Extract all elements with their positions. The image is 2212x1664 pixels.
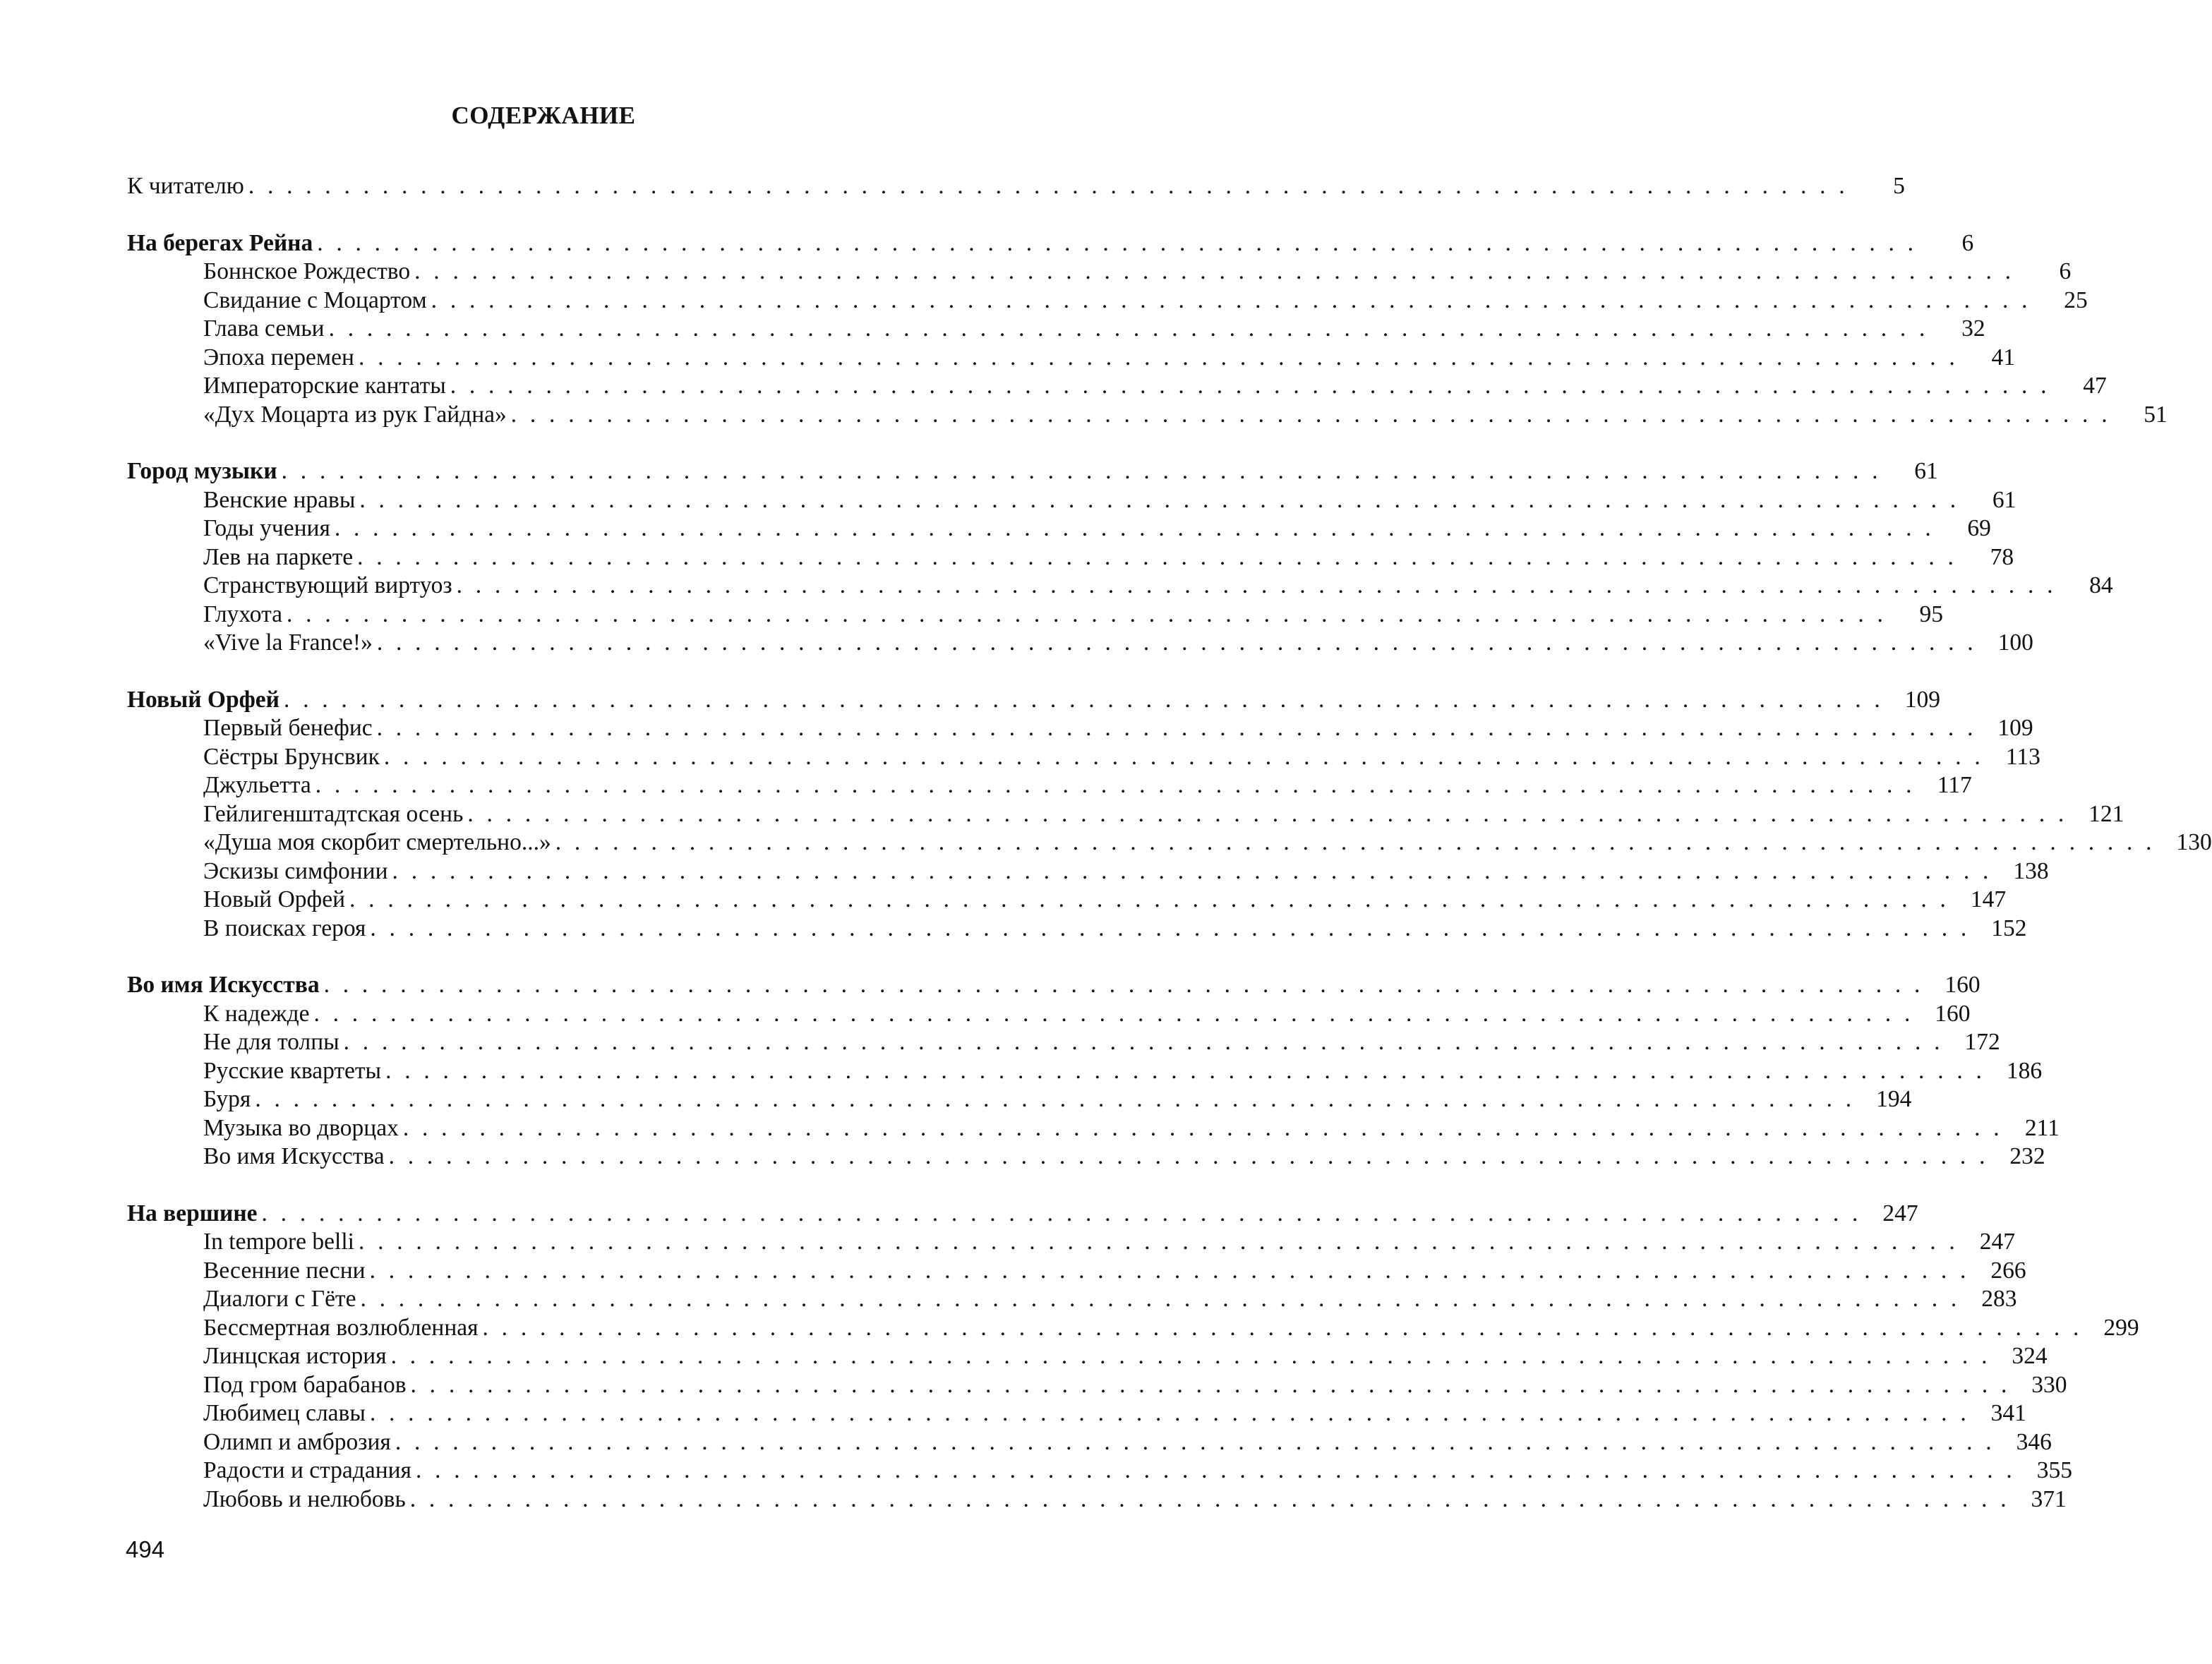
dot-leader: . . . . . . . . . . . . . . . . . . . . . . . . . . . . . . . . . . . . . . . . . . . . . . . . . . . . . . . . . . . . . . . . . . . . . . . . . . . . . . . . . . . . xyxy=(334,515,1935,541)
page-reference: 95 xyxy=(1919,601,1944,627)
dot-leader: . . . . . . . . . . . . . . . . . . . . . . . . . . . . . . . . . . . . . . . . . . . . . . . . . . . . . . . . . . . . . . . . . . . . . . . . . . . . . . . . . . . . xyxy=(369,1400,1970,1426)
toc-chapter-entry xyxy=(127,915,2027,943)
dot-leader: . . . . . . . . . . . . . . . . . . . . . . . . . . . . . . . . . . . . . . . . . . . . . . . . . . . . . . . . . . . . . . . . . . . . . . . . . . . . . . . . . . . . xyxy=(287,601,1887,627)
toc-chapter-entry xyxy=(127,1000,1971,1029)
page-reference: 232 xyxy=(2009,1143,2045,1169)
toc-chapter-entry xyxy=(127,287,2088,315)
page-reference: 355 xyxy=(2036,1457,2072,1483)
toc-chapter-entry xyxy=(127,1371,2067,1400)
page-reference: 61 xyxy=(1914,458,1938,484)
toc-chapter-entry xyxy=(127,714,2033,743)
dot-leader: . . . . . . . . . . . . . . . . . . . . . . . . . . . . . . . . . . . . . . . . . . . . . . . . . . . . . . . . . . . . . . . . . . . . . . . . . . . . . . . . . . . . xyxy=(317,229,1918,256)
page-reference: 6 xyxy=(1961,229,1974,256)
part-title: Город музыки xyxy=(127,458,277,484)
part-title: На берегах Рейна xyxy=(127,229,313,256)
page-reference: 25 xyxy=(2064,287,2088,313)
toc-chapter-entry xyxy=(127,401,2168,430)
chapter-title: In tempore belli xyxy=(203,1229,354,1255)
dot-leader: . . . . . . . . . . . . . . . . . . . . . . . . . . . . . . . . . . . . . . . . . . . . . . . . . . . . . . . . . . . . . . . . . . . . . . . . . . . . . . . . . . . . xyxy=(456,572,2057,598)
chapter-title: «Vive la France!» xyxy=(203,629,373,656)
part-title: Во имя Искусства xyxy=(127,972,320,998)
toc-chapter-entry xyxy=(127,828,2212,857)
toc-chapter-entry xyxy=(127,1228,2015,1257)
chapter-title: Любимец славы xyxy=(203,1400,366,1426)
page-reference: 147 xyxy=(1970,886,2007,912)
dot-leader: . . . . . . . . . . . . . . . . . . . . . . . . . . . . . . . . . . . . . . . . . . . . . . . . . . . . . . . . . . . . . . . . . . . . . . . . . . . . . . . . . . . . xyxy=(482,1314,2083,1341)
page-reference: 41 xyxy=(1991,344,2015,370)
chapter-title: Во имя Искусства xyxy=(203,1143,385,1169)
dot-leader: . . . . . . . . . . . . . . . . . . . . . . . . . . . . . . . . . . . . . . . . . . . . . . . . . . . . . . . . . . . . . . . . . . . . . . . . . . . . . . . . . . . . xyxy=(414,258,2015,284)
toc-chapter-entry xyxy=(127,1485,2067,1514)
dot-leader: . . . . . . . . . . . . . . . . . . . . . . . . . . . . . . . . . . . . . . . . . . . . . . . . . . . . . . . . . . . . . . . . . . . . . . . . . . . . . . . . . . . . xyxy=(450,373,2050,399)
chapter-title: Венские нравы xyxy=(203,486,356,513)
part-title: Новый Орфей xyxy=(127,686,279,713)
toc-chapter-entry xyxy=(127,1399,2026,1428)
part-title: На вершине xyxy=(127,1200,258,1226)
table-of-contents xyxy=(127,172,2212,1514)
dot-leader: . . . . . . . . . . . . . . . . . . . . . . . . . . . . . . . . . . . . . . . . . . . . . . . . . . . . . . . . . . . . . . . . . . . . . . . . . . . . . . . . . . . . xyxy=(315,772,1916,798)
dot-leader: . . . . . . . . . . . . . . . . . . . . . . . . . . . . . . . . . . . . . . . . . . . . . . . . . . . . . . . . . . . . . . . . . . . . . . . . . . . . . . . . . . . . xyxy=(359,486,1960,513)
page-title: СОДЕРЖАНИЕ xyxy=(451,102,636,129)
toc-chapter-entry xyxy=(127,1342,2048,1371)
dot-leader: . . . . . . . . . . . . . . . . . . . . . . . . . . . . . . . . . . . . . . . . . . . . . . . . . . . . . . . . . . . . . . . . . . . . . . . . . . . . . . . . . . . . xyxy=(360,1286,1961,1312)
toc-part-heading xyxy=(127,172,1905,201)
chapter-title: Глухота xyxy=(203,601,283,627)
page-reference: 211 xyxy=(2024,1114,2060,1141)
toc-part-heading xyxy=(127,229,1974,258)
chapter-title: Сёстры Брунсвик xyxy=(203,743,380,770)
page-reference: 138 xyxy=(2013,857,2049,884)
chapter-title: Боннское Рождество xyxy=(203,258,411,284)
dot-leader: . . . . . . . . . . . . . . . . . . . . . . . . . . . . . . . . . . . . . . . . . . . . . . . . . . . . . . . . . . . . . . . . . . . . . . . . . . . . . . . . . . . . xyxy=(383,743,1984,770)
page-reference: 130 xyxy=(2176,829,2212,855)
toc-part-heading xyxy=(127,686,1940,715)
chapter-title: «Дух Моцарта из рук Гайдна» xyxy=(203,401,507,428)
dot-leader: . . . . . . . . . . . . . . . . . . . . . . . . . . . . . . . . . . . . . . . . . . . . . . . . . . . . . . . . . . . . . . . . . . . . . . . . . . . . . . . . . . . . xyxy=(415,1457,2016,1483)
chapter-title: Годы учения xyxy=(203,515,330,541)
toc-chapter-entry xyxy=(127,771,1972,800)
chapter-title: «Душа моя скорбит смертельно...» xyxy=(203,829,551,855)
toc-chapter-entry xyxy=(127,1257,2026,1286)
dot-leader: . . . . . . . . . . . . . . . . . . . . . . . . . . . . . . . . . . . . . . . . . . . . . . . . . . . . . . . . . . . . . . . . . . . . . . . . . . . . . . . . . . . . xyxy=(328,315,1929,342)
toc-part-heading xyxy=(127,1200,1918,1229)
dot-leader: . . . . . . . . . . . . . . . . . . . . . . . . . . . . . . . . . . . . . . . . . . . . . . . . . . . . . . . . . . . . . . . . . . . . . . . . . . . . . . . . . . . . xyxy=(281,458,1882,484)
page-reference: 109 xyxy=(1904,686,1940,713)
page-reference: 324 xyxy=(2012,1343,2048,1369)
page-reference: 160 xyxy=(1944,972,1980,998)
part-title: К читателю xyxy=(127,173,244,199)
page-reference: 78 xyxy=(1990,543,2014,570)
page-reference: 341 xyxy=(1990,1400,2026,1426)
toc-chapter-entry xyxy=(127,1057,2043,1086)
dot-leader: . . . . . . . . . . . . . . . . . . . . . . . . . . . . . . . . . . . . . . . . . . . . . . . . . . . . . . . . . . . . . . . . . . . . . . . . . . . . . . . . . . . . xyxy=(283,686,1884,713)
page-reference: 160 xyxy=(1935,1000,1971,1027)
dot-leader: . . . . . . . . . . . . . . . . . . . . . . . . . . . . . . . . . . . . . . . . . . . . . . . . . . . . . . . . . . . . . . . . . . . . . . . . . . . . . . . . . . . . xyxy=(385,1057,1986,1084)
dot-leader: . . . . . . . . . . . . . . . . . . . . . . . . . . . . . . . . . . . . . . . . . . . . . . . . . . . . . . . . . . . . . . . . . . . . . . . . . . . . . . . . . . . . xyxy=(555,829,2156,855)
toc-chapter-entry xyxy=(127,1428,2052,1457)
page-reference: 346 xyxy=(2016,1428,2052,1455)
page-reference: 117 xyxy=(1937,772,1972,798)
chapter-title: Русские квартеты xyxy=(203,1057,382,1084)
chapter-title: К надежде xyxy=(203,1000,310,1027)
toc-chapter-entry xyxy=(127,857,2049,886)
dot-leader: . . . . . . . . . . . . . . . . . . . . . . . . . . . . . . . . . . . . . . . . . . . . . . . . . . . . . . . . . . . . . . . . . . . . . . . . . . . . . . . . . . . . xyxy=(370,915,1971,941)
toc-part xyxy=(127,1200,2139,1514)
page-reference: 100 xyxy=(1997,629,2033,656)
page-reference: 109 xyxy=(1997,715,2033,741)
page-reference: 247 xyxy=(1882,1200,1918,1226)
chapter-title: Буря xyxy=(203,1086,251,1112)
chapter-title: Эскизы симфонии xyxy=(203,857,388,884)
chapter-title: Императорские кантаты xyxy=(203,373,446,399)
toc-chapter-entry xyxy=(127,514,1991,543)
toc-part-heading xyxy=(127,457,1938,486)
chapter-title: Весенние песни xyxy=(203,1257,366,1284)
chapter-title: Эпоха перемен xyxy=(203,344,354,370)
chapter-title: Лев на паркете xyxy=(203,543,354,570)
toc-chapter-entry xyxy=(127,1285,2017,1314)
chapter-title: Странствующий виртуоз xyxy=(203,572,452,598)
page-reference: 32 xyxy=(1961,315,1985,342)
chapter-title: Бессмертная возлюбленная xyxy=(203,1314,479,1341)
toc-chapter-entry xyxy=(127,800,2124,829)
toc-part xyxy=(127,457,2113,658)
chapter-title: В поисках героя xyxy=(203,915,366,941)
page-reference: 84 xyxy=(2089,572,2113,598)
toc-chapter-entry xyxy=(127,315,1985,344)
chapter-title: Глава семьи xyxy=(203,315,325,342)
toc-chapter-entry xyxy=(127,743,2040,772)
toc-chapter-entry xyxy=(127,1114,2060,1143)
page-reference: 283 xyxy=(1981,1286,2017,1312)
page-reference: 172 xyxy=(1964,1029,2000,1055)
toc-chapter-entry xyxy=(127,1457,2072,1485)
toc-part xyxy=(127,971,2060,1171)
page-reference: 69 xyxy=(1967,515,1991,541)
toc-chapter-entry xyxy=(127,1028,2000,1057)
chapter-title: Линцская история xyxy=(203,1343,387,1369)
chapter-title: Олимп и амброзия xyxy=(203,1428,391,1455)
dot-leader: . . . . . . . . . . . . . . . . . . . . . . . . . . . . . . . . . . . . . . . . . . . . . . . . . . . . . . . . . . . . . . . . . . . . . . . . . . . . . . . . . . . . xyxy=(349,886,1950,912)
dot-leader: . . . . . . . . . . . . . . . . . . . . . . . . . . . . . . . . . . . . . . . . . . . . . . . . . . . . . . . . . . . . . . . . . . . . . . . . . . . . . . . . . . . . xyxy=(431,287,2031,313)
toc-chapter-entry xyxy=(127,1143,2045,1171)
page-reference: 266 xyxy=(1990,1257,2026,1284)
dot-leader: . . . . . . . . . . . . . . . . . . . . . . . . . . . . . . . . . . . . . . . . . . . . . . . . . . . . . . . . . . . . . . . . . . . . . . . . . . . . . . . . . . . . xyxy=(261,1200,1862,1226)
chapter-title: Первый бенефис xyxy=(203,715,373,741)
dot-leader: . . . . . . . . . . . . . . . . . . . . . . . . . . . . . . . . . . . . . . . . . . . . . . . . . . . . . . . . . . . . . . . . . . . . . . . . . . . . . . . . . . . . xyxy=(255,1086,1856,1112)
toc-part-heading xyxy=(127,971,1980,1000)
dot-leader: . . . . . . . . . . . . . . . . . . . . . . . . . . . . . . . . . . . . . . . . . . . . . . . . . . . . . . . . . . . . . . . . . . . . . . . . . . . . . . . . . . . . xyxy=(467,800,2068,827)
page-reference: 152 xyxy=(1991,915,2027,941)
page-reference: 186 xyxy=(2006,1057,2043,1084)
chapter-title: Музыка во дворцах xyxy=(203,1114,399,1141)
toc-chapter-entry xyxy=(127,1085,1912,1114)
page-number: 494 xyxy=(126,1536,165,1562)
chapter-title: Свидание с Моцартом xyxy=(203,287,427,313)
dot-leader: . . . . . . . . . . . . . . . . . . . . . . . . . . . . . . . . . . . . . . . . . . . . . . . . . . . . . . . . . . . . . . . . . . . . . . . . . . . . . . . . . . . . xyxy=(510,401,2111,428)
dot-leader: . . . . . . . . . . . . . . . . . . . . . . . . . . . . . . . . . . . . . . . . . . . . . . . . . . . . . . . . . . . . . . . . . . . . . . . . . . . . . . . . . . . . xyxy=(392,857,1992,884)
page-reference: 51 xyxy=(2144,401,2168,428)
dot-leader: . . . . . . . . . . . . . . . . . . . . . . . . . . . . . . . . . . . . . . . . . . . . . . . . . . . . . . . . . . . . . . . . . . . . . . . . . . . . . . . . . . . . xyxy=(358,344,1959,370)
page-reference: 330 xyxy=(2031,1371,2067,1398)
chapter-title: Джульетта xyxy=(203,772,311,798)
dot-leader: . . . . . . . . . . . . . . . . . . . . . . . . . . . . . . . . . . . . . . . . . . . . . . . . . . . . . . . . . . . . . . . . . . . . . . . . . . . . . . . . . . . . xyxy=(313,1000,1914,1027)
toc-chapter-entry xyxy=(127,344,2015,373)
dot-leader: . . . . . . . . . . . . . . . . . . . . . . . . . . . . . . . . . . . . . . . . . . . . . . . . . . . . . . . . . . . . . . . . . . . . . . . . . . . . . . . . . . . . xyxy=(395,1428,1995,1455)
toc-chapter-entry xyxy=(127,372,2107,401)
dot-leader: . . . . . . . . . . . . . . . . . . . . . . . . . . . . . . . . . . . . . . . . . . . . . . . . . . . . . . . . . . . . . . . . . . . . . . . . . . . . . . . . . . . . xyxy=(376,715,1977,741)
toc-chapter-entry xyxy=(127,543,2014,572)
chapter-title: Новый Орфей xyxy=(203,886,346,912)
chapter-title: Под гром барабанов xyxy=(203,1371,407,1398)
chapter-title: Гейлигенштадтская осень xyxy=(203,800,464,827)
dot-leader: . . . . . . . . . . . . . . . . . . . . . . . . . . . . . . . . . . . . . . . . . . . . . . . . . . . . . . . . . . . . . . . . . . . . . . . . . . . . . . . . . . . . xyxy=(357,543,1958,570)
page-reference: 121 xyxy=(2088,800,2124,827)
dot-leader: . . . . . . . . . . . . . . . . . . . . . . . . . . . . . . . . . . . . . . . . . . . . . . . . . . . . . . . . . . . . . . . . . . . . . . . . . . . . . . . . . . . . xyxy=(402,1114,2003,1141)
toc-part xyxy=(127,172,1905,201)
toc-chapter-entry xyxy=(127,1314,2139,1343)
toc-chapter-entry xyxy=(127,486,2016,515)
dot-leader: . . . . . . . . . . . . . . . . . . . . . . . . . . . . . . . . . . . . . . . . . . . . . . . . . . . . . . . . . . . . . . . . . . . . . . . . . . . . . . . . . . . . xyxy=(390,1343,1991,1369)
page-reference: 5 xyxy=(1893,173,1905,199)
page-reference: 194 xyxy=(1876,1086,1912,1112)
page-reference: 61 xyxy=(1992,486,2016,513)
dot-leader: . . . . . . . . . . . . . . . . . . . . . . . . . . . . . . . . . . . . . . . . . . . . . . . . . . . . . . . . . . . . . . . . . . . . . . . . . . . . . . . . . . . . xyxy=(323,972,1924,998)
page-reference: 299 xyxy=(2103,1314,2139,1341)
dot-leader: . . . . . . . . . . . . . . . . . . . . . . . . . . . . . . . . . . . . . . . . . . . . . . . . . . . . . . . . . . . . . . . . . . . . . . . . . . . . . . . . . . . . xyxy=(248,173,1849,199)
dot-leader: . . . . . . . . . . . . . . . . . . . . . . . . . . . . . . . . . . . . . . . . . . . . . . . . . . . . . . . . . . . . . . . . . . . . . . . . . . . . . . . . . . . . xyxy=(388,1143,1989,1169)
toc-part xyxy=(127,229,2168,430)
dot-leader: . . . . . . . . . . . . . . . . . . . . . . . . . . . . . . . . . . . . . . . . . . . . . . . . . . . . . . . . . . . . . . . . . . . . . . . . . . . . . . . . . . . . xyxy=(376,629,1977,656)
chapter-title: Любовь и нелюбовь xyxy=(203,1485,406,1512)
chapter-title: Диалоги с Гёте xyxy=(203,1286,356,1312)
chapter-title: Не для толпы xyxy=(203,1029,339,1055)
page-reference: 247 xyxy=(1979,1229,2015,1255)
toc-chapter-entry xyxy=(127,572,2113,601)
toc-chapter-entry xyxy=(127,886,2007,915)
dot-leader: . . . . . . . . . . . . . . . . . . . . . . . . . . . . . . . . . . . . . . . . . . . . . . . . . . . . . . . . . . . . . . . . . . . . . . . . . . . . . . . . . . . . xyxy=(409,1485,2010,1512)
toc-chapter-entry xyxy=(127,629,2033,658)
chapter-title: Радости и страдания xyxy=(203,1457,411,1483)
page-reference: 113 xyxy=(2005,743,2040,770)
dot-leader: . . . . . . . . . . . . . . . . . . . . . . . . . . . . . . . . . . . . . . . . . . . . . . . . . . . . . . . . . . . . . . . . . . . . . . . . . . . . . . . . . . . . xyxy=(358,1229,1959,1255)
dot-leader: . . . . . . . . . . . . . . . . . . . . . . . . . . . . . . . . . . . . . . . . . . . . . . . . . . . . . . . . . . . . . . . . . . . . . . . . . . . . . . . . . . . . xyxy=(369,1257,1970,1284)
page-reference: 6 xyxy=(2059,258,2072,284)
page-reference: 47 xyxy=(2083,373,2107,399)
toc-part xyxy=(127,686,2212,943)
toc-chapter-entry xyxy=(127,601,1944,629)
page-reference: 371 xyxy=(2031,1485,2067,1512)
dot-leader: . . . . . . . . . . . . . . . . . . . . . . . . . . . . . . . . . . . . . . . . . . . . . . . . . . . . . . . . . . . . . . . . . . . . . . . . . . . . . . . . . . . . xyxy=(410,1371,2011,1398)
toc-chapter-entry xyxy=(127,258,2072,287)
dot-leader: . . . . . . . . . . . . . . . . . . . . . . . . . . . . . . . . . . . . . . . . . . . . . . . . . . . . . . . . . . . . . . . . . . . . . . . . . . . . . . . . . . . . xyxy=(343,1029,1944,1055)
